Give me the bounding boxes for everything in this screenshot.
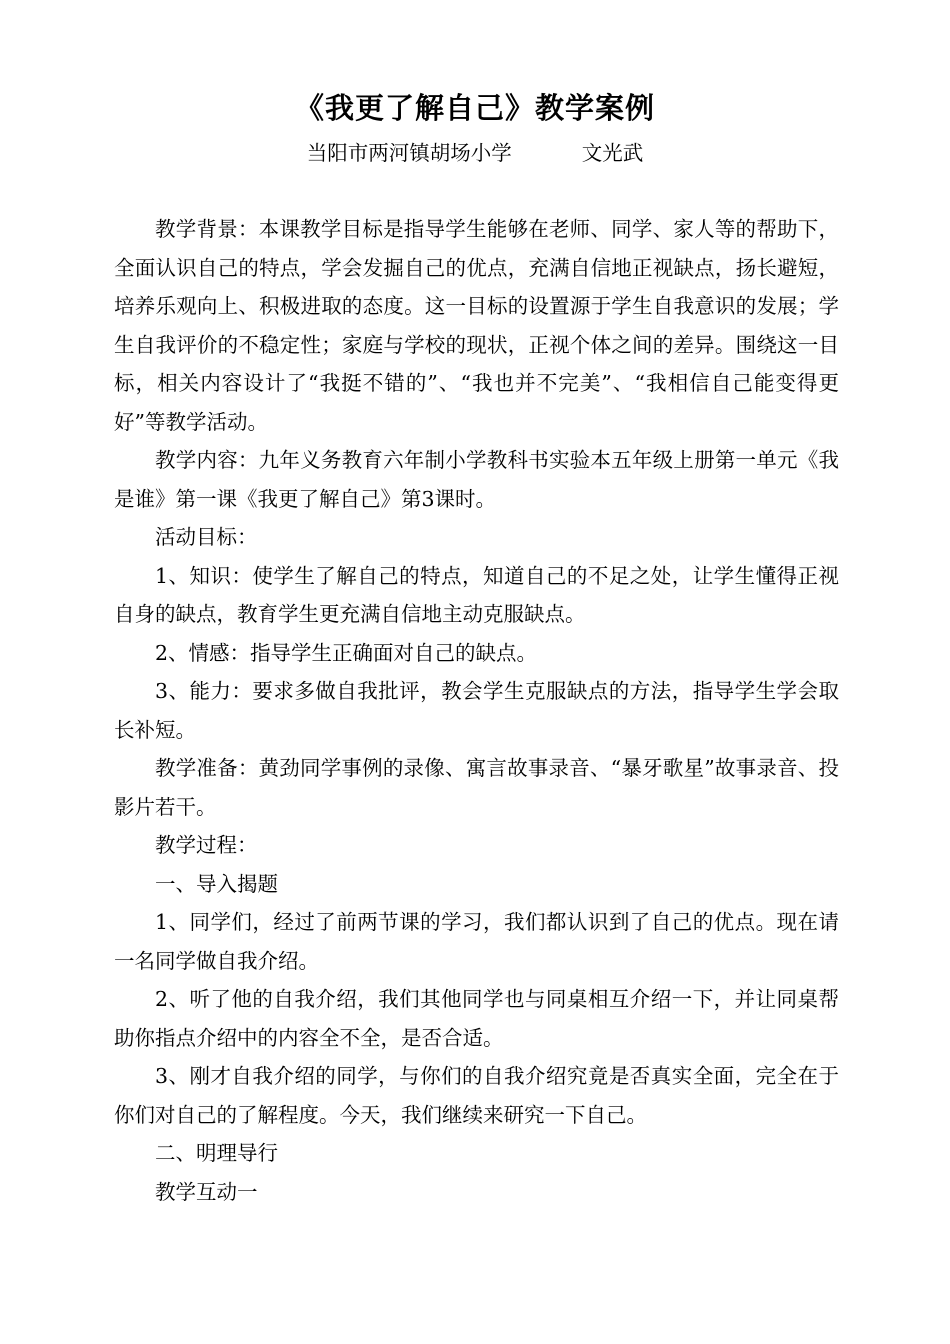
paragraph-objective-ability: 3、能力：要求多做自我批评，教会学生克服缺点的方法，指导学生学会取长补短。 [114,679,839,742]
document-title: 《我更了解自己》教学案例 [294,91,655,125]
paragraph-objective-knowledge: 1、知识：使学生了解自己的特点，知道自己的不足之处，让学生懂得正视自身的缺点，教育学生更充满自信地主动克服缺点。 [114,563,839,626]
paragraph-objective-emotion: 2、情感：指导学生正确面对自己的缺点。 [155,640,538,665]
paragraph-process-heading: 教学过程： [155,833,258,857]
paragraph-background: 教学背景：本课教学目标是指导学生能够在老师、同学、家人等的帮助下，全面认识自己的特点，学会发掘自己的优点，充满自信地正视缺点，扬长避短，培养乐观向上、积极进取的态度。这一目标的设置源于学生自我意识的发展；学生自我评价的不稳定性；家庭与学校的现状，正视个体之间的差异。围绕这一目标，相关内容设计了“我挺不错的”、“我也并不完美”、“我相信自己能变得更好”等教学活动。 [114,217,839,434]
paragraph-step-1: 1、同学们，经过了前两节课的学习，我们都认识到了自己的优点。现在请一名同学做自我介绍。 [114,910,839,973]
paragraph-section-two: 二、明理导行 [155,1141,278,1165]
paragraph-step-3: 3、刚才自我介绍的同学，与你们的自我介绍究竟是否真实全面，完全在于你们对自己的了解程度。今天，我们继续来研究一下自己。 [114,1064,839,1127]
paragraph-section-one: 一、导入揭题 [155,871,278,896]
author-name: 文光武 [581,141,644,165]
paragraph-step-2: 2、听了他的自我介绍，我们其他同学也与同桌相互介绍一下，并让同桌帮助你指点介绍中的内容全不全，是否合适。 [114,987,839,1050]
paragraph-content: 教学内容：九年义务教育六年制小学教科书实验本五年级上册第一单元《我是谁》第一课《我更了解自己》第3课时。 [114,448,839,511]
paragraph-objectives-heading: 活动目标： [155,525,258,549]
school-name: 当阳市两河镇胡场小学 [306,141,512,165]
document-body [114,210,839,1211]
paragraph-interaction-one: 教学互动一 [155,1179,258,1204]
paragraph-preparation: 教学准备：黄劲同学事例的录像、寓言故事录音、“暴牙歌星”故事录音、投影片若干。 [114,756,839,819]
byline [0,138,950,168]
